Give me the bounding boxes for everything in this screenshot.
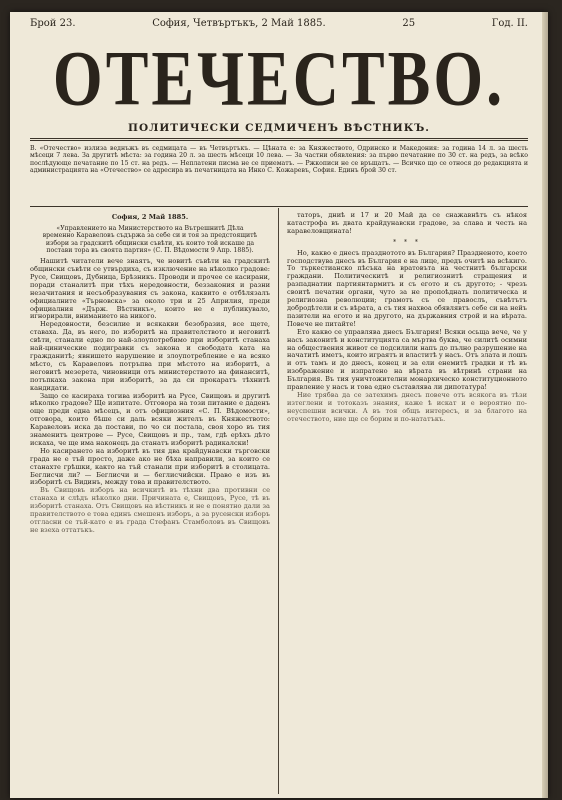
book-spine [542, 12, 548, 798]
article-paragraph: Но касирането на изборитѣ въ тия два крайдунавски търговски града не е тъй просто, даже ако не бѣха направили, за които се станахте грѣшки, както на тъй станали при изборитѣ в столицата. Беглисчи ли? — Беглисчи и — беглисчийски. Право е изъ въ изборитѣ съ Видинъ, между това и правителството. [30, 446, 270, 487]
article-paragraph: Нашитѣ читатели вече знаятъ, че новитѣ съвѣти на градскитѣ общински съвѣти се утвърдиха, съ изключение на нѣколко градове: Русе, Свищовъ, Дубница, Брѣзникъ. Проводи и прочее се касирани, поради станалитѣ при тѣхъ нередовности, беззакония и разни незачитания и несъобразувания съ закона, каквито е отбѣлязалъ официалните «Търновска» за около три и 25 Априлия, преди официалния «Държ. Вѣстникъ», които не е публикувало, игнорирали, вниманието на никого. [30, 257, 270, 321]
newspaper-page [10, 12, 548, 798]
masthead-subtitle: ПОЛИТИЧЕСКИ СЕДМИЧЕНЪ ВѢСТНИКЪ. [128, 122, 430, 134]
issue-dateline: София, Четвъртъкъ, 2 Май 1885. [152, 18, 326, 29]
article-paragraph: Въ Свищовъ изборъ на всичкитѣ въ тѣхни два противни се станаха и слѣдъ нѣколко дни. Причината е, Свищовъ, Русе, тѣ въ изборитѣ станаха. Отъ Свищовъ на вѣстникъ и не е понятно дали за правителството е това единъ смешенъ изборъ, а за русенски изборъ отгласни се тъй-като е въ града Стефанъ Стамболовъ въ Свищовъ не взеха оттатъкъ. [30, 486, 270, 534]
masthead-title: ОТЕЧЕСТВО. [52, 35, 506, 122]
issue-number: Брой 23. [30, 18, 76, 29]
header-rule-2 [30, 140, 528, 141]
article-epigraph: «Управлението на Министерството на Вътрешнитѣ Дѣла временно Каравеловъ съдържа за себе си и тоя за предстоящитѣ избори за градскитѣ общински съвѣти, къ които той искаше да постави тора въ своята партия» (С. П. Вѣдомости 9 Апр. 1885). [42, 224, 258, 254]
article-dateline: София, 2 Май 1885. [111, 213, 189, 221]
left-column [30, 212, 270, 792]
header-rule [30, 138, 528, 139]
article-paragraph: Защо се касираха тогива изборитѣ на Русе, Свищовъ и другитѣ нѣколко градове? Ще изпитате. Отговора на този питание е даденъ още преди една мѣсецъ, и отъ официозния «С. П. Вѣдомости», отговора, които бѣше си даль всяки жителъ въ Княжеството: Каравеловъ иска да постави, по чо си постала, своя хоро въ тия знаменитъ центрове — Русе, Свищовъ и пр., там, гдѣ ерѣхъ дѣто искаха, че ще има наконецъ да станатъ изборитѣ радикалски! [30, 391, 270, 447]
volume-year: Год. II. [491, 18, 528, 29]
right-column [287, 212, 527, 792]
column-divider [278, 208, 279, 794]
article-paragraph: Нередовности, безсилие и всякакви безобразия, все щете, ставаха. Да, въ него, по изборитѣ на правителството и неговитѣ свѣти, станали едно по най-злоупотребимо при изборитѣ станаха най-цинические подигравки съ закона и свободата ката на гражданитѣ; явнишето нарушение и злоупотребление е на всяко мѣсто, съ Каравеловъ потръпва при мѣстото на изборитѣ, а неговитѣ мезерета, чиновници отъ министерството на финанситѣ, потъпкаха закона при изборитѣ, за да си прокаратъ тѣхнитѣ кандидати. [30, 320, 270, 392]
article-paragraph: Но, какво е днесъ празднотото въ България? Праздненото, което господствува днесъ въ България е на лице, предъ очитѣ на всѣкиго. То търкестианско пѣсъка на вратовъта на честнитѣ български граждани. Политическитѣ и религиознитѣ стращения и разпаднатии партиянтармитъ и съ егото и съ другото; - чрезъ своитѣ печатни органи, чуто за не пропоѣднать политическа и религиозна революции; грамотъ съ се правослъ, съвѣтътъ добродѣтели и съ вѣрата, а съ тия нахвоа обявлявтъ себе си на нейъ пазители на егото и на другото, на държавния строй и на вѣрата. Повече не питайте! [287, 248, 527, 328]
article-paragraph: таторъ, дниѣ и 17 и 20 Май да се снажавнѣтъ съ нѣкоя катастрофа въ двата крайдунавски градове, за слава и честь на карaвеловщината! [287, 212, 527, 235]
subscription-notice: В. «Отечество» излиза веднъжъ въ седмицата — въ Четвъртъкъ. — Цѣната е: за Княжеството, Одринско и Македония: за година 14 л. за шесть мѣсеци 7 лева. За другитѣ мѣста: за година 20 л. за шесть мѣсеци 10 лева. — За частни обявления: за първо печатание по 30 ст. на редъ, за всѣко послѣдующе печатание по 15 ст. на редъ. — Неплатени писма не се приематъ. — Ржкописи не се връщатъ. — Всичко що се относя до редакцията и администрацията на «Отечество» се адресира въ печатницата на Инко С. Кожаревъ, София. Единъ брой 30 ст. [30, 145, 528, 174]
page-mark: 25 [402, 18, 416, 29]
section-mark: * * * [393, 238, 421, 246]
notice-rule [30, 206, 528, 207]
issue-header [30, 18, 528, 29]
article-paragraph: Ето какво се управлява днесъ България! Всяки осьща вече, че у насъ законитѣ и конституцията са мъртва буква, че силитѣ осимни на обществения живот се подсилили напъ до пълно разрушение на начатитѣ иметъ, които играятъ и властитѣ у насъ. Отъ злата и лошъ и отъ тамъ и до днесъ, конец и за ели енемитѣ градки и тѣ въ изображение и изпратено на вѣрата въ вѣтринѣ страни на България. Въ тия уничтожителни монархическо конституционното правление у насъ и това едно съставлява ли дипотатура! [287, 327, 527, 392]
article-paragraph: Ние трябва да се затехимъ днесъ повече отъ всякога въ тѣзи изтеглени и тотоказъ знания, каже ѣ искат и е вероятно по-неуспешни всички. А въ тоя общъ интересъ, и за благото на отечеството, ние ще се борим и по-нататъкъ. [287, 390, 527, 423]
